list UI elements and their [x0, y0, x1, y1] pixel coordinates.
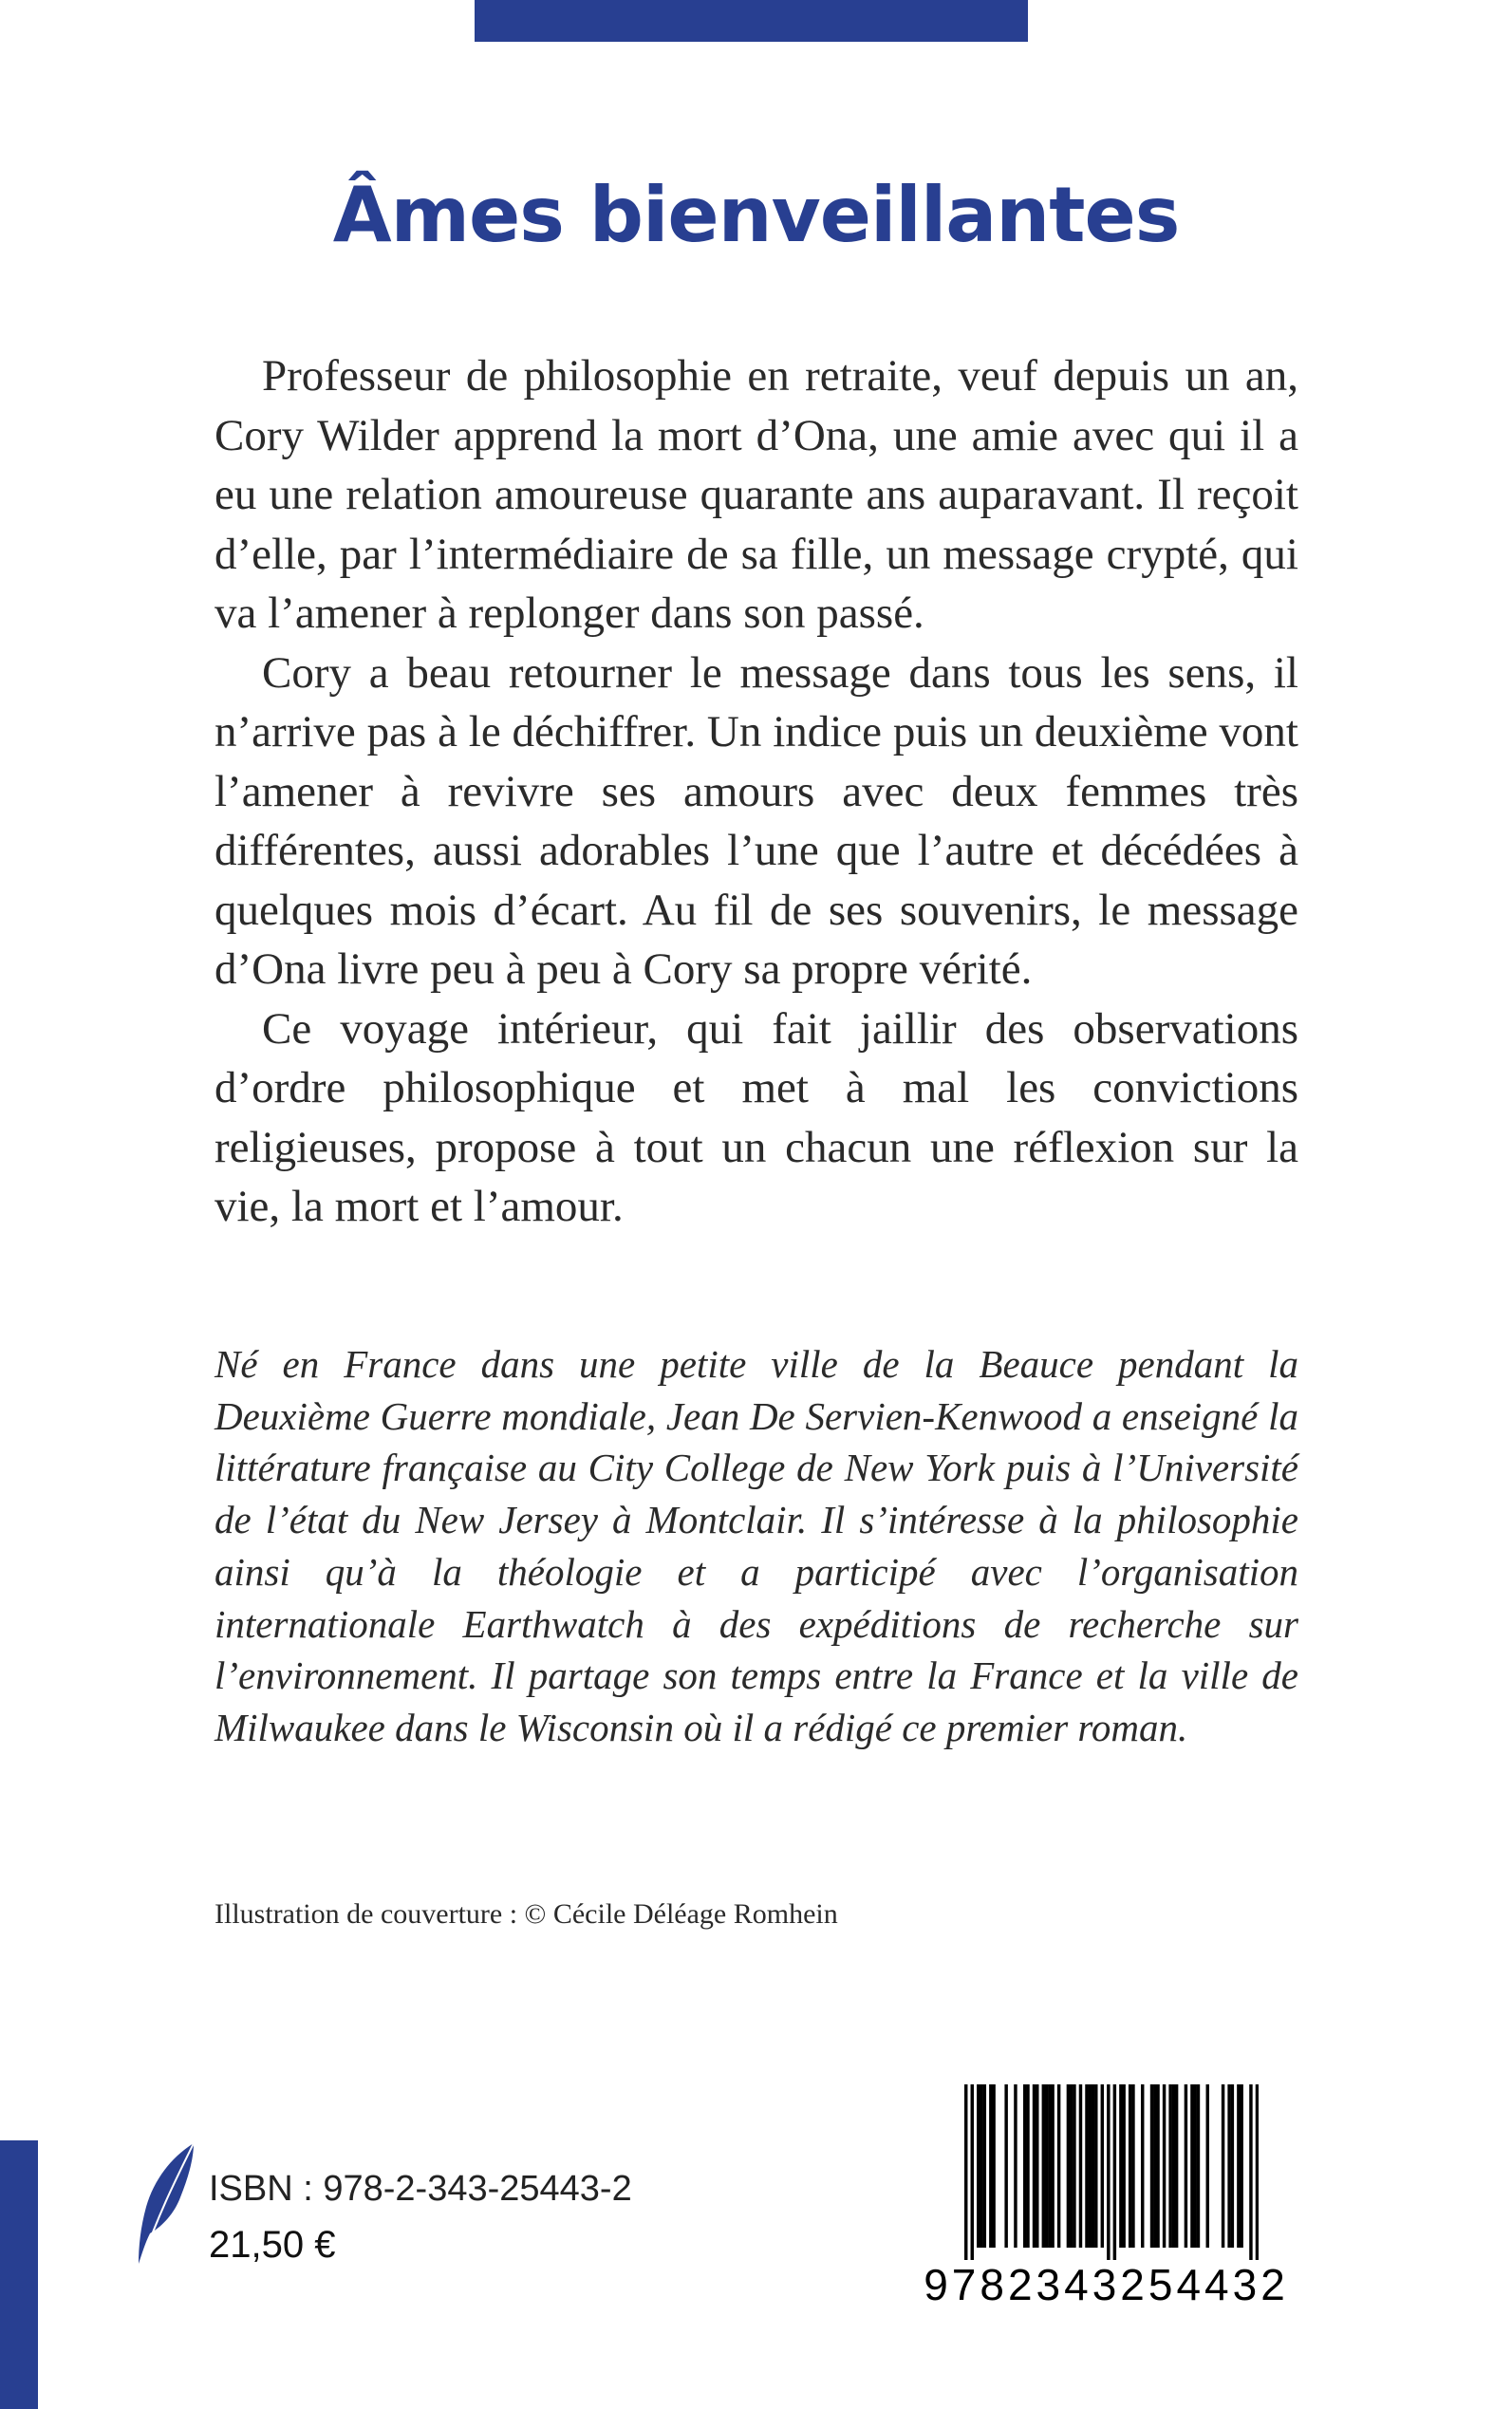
barcode-bar	[1036, 2084, 1038, 2248]
barcode-bar	[1042, 2084, 1045, 2248]
synopsis-paragraph: Professeur de philosophie en retraite, veuf depuis un an, Cory Wilder apprend la mort d’Ona, une amie avec qui il a eu une relation amoureuse quarante ans auparavant. Il reçoit d’elle, par l’intermédiaire de sa fille, un message crypté, qui va l’amener à replonger dans son passé.	[215, 351, 1298, 638]
barcode-bar	[1193, 2084, 1196, 2248]
barcode-bar	[1023, 2084, 1026, 2248]
barcode-bar	[1163, 2084, 1166, 2248]
barcode-bar	[1073, 2084, 1075, 2248]
barcode-bar	[1185, 2084, 1187, 2248]
barcode-bar	[980, 2084, 982, 2248]
barcode-bar	[1014, 2084, 1017, 2248]
barcode-bar	[1092, 2084, 1094, 2248]
barcode-bar	[1122, 2084, 1125, 2248]
barcode-bar	[1249, 2084, 1252, 2260]
barcode-bar	[1101, 2084, 1104, 2248]
barcode-bar	[1256, 2084, 1259, 2260]
barcode-bar	[1070, 2084, 1073, 2248]
barcode-bar	[1026, 2084, 1029, 2248]
barcode-bar	[1172, 2084, 1175, 2248]
barcode-bar	[1057, 2084, 1060, 2248]
barcode-bar	[1085, 2084, 1088, 2248]
barcode-bar	[1150, 2084, 1153, 2248]
top-accent-bar	[475, 0, 1028, 42]
barcode-bar	[1119, 2084, 1122, 2248]
barcode-digits: 9782343254432	[924, 2260, 1289, 2309]
price: 21,50 €	[209, 2224, 336, 2266]
synopsis-paragraph: Cory a beau retourner le message dans tous les sens, il n’arrive pas à le déchiffrer. Un indice puis un deuxième vont l’amener à revivre ses amours avec deux femmes très différentes, aussi adorables l’une que l’autre et décédées à quelques mois d’écart. Au fil de ses souvenirs, le message d’Ona livre peu à peu à Cory sa propre vérité.	[215, 647, 1298, 994]
book-title: Âmes bienveillantes	[332, 171, 1180, 259]
barcode-bar	[1197, 2084, 1200, 2248]
barcode-bar	[1048, 2084, 1051, 2248]
synopsis-paragraph: Ce voyage intérieur, qui fait jaillir des observations d’ordre philosophique et met à mal les convictions religieuses, propose à tout un chacun une réflexion sur la vie, la mort et l’amour.	[215, 1003, 1298, 1231]
barcode	[909, 2077, 1303, 2319]
isbn: ISBN : 978-2-343-25443-2	[209, 2169, 632, 2209]
barcode-bar	[1168, 2084, 1171, 2248]
barcode-bar	[1237, 2084, 1240, 2248]
barcode-bar	[1094, 2084, 1097, 2248]
feather-icon	[133, 2140, 199, 2273]
illustration-credit: Illustration de couverture : © Cécile Déléage Romhein	[215, 1898, 838, 1930]
barcode-bar	[1107, 2084, 1110, 2260]
barcode-bar	[1129, 2084, 1131, 2248]
barcode-bar	[1190, 2084, 1193, 2248]
barcode-bar	[1131, 2084, 1134, 2248]
barcode-bar	[1113, 2084, 1116, 2260]
barcode-bar	[1240, 2084, 1242, 2248]
barcode-bar	[1033, 2084, 1036, 2248]
barcode-bar	[1175, 2084, 1178, 2248]
barcode-bar	[964, 2084, 967, 2260]
barcode-bar	[989, 2084, 992, 2248]
barcode-bar	[1067, 2084, 1070, 2248]
barcode-bar	[983, 2084, 986, 2248]
barcode-bar	[992, 2084, 995, 2248]
barcode-bar	[1051, 2084, 1054, 2248]
barcode-bar	[1045, 2084, 1048, 2248]
barcode-bars	[964, 2084, 1259, 2260]
barcode-bar	[1153, 2084, 1156, 2248]
barcode-bar	[1079, 2084, 1082, 2248]
barcode-bar	[971, 2084, 974, 2260]
barcode-bar	[1156, 2084, 1159, 2248]
left-accent-bar	[0, 2140, 38, 2409]
barcode-bar	[1089, 2084, 1092, 2248]
barcode-bar	[1227, 2084, 1230, 2248]
barcode-bar	[1141, 2084, 1144, 2248]
barcode-bar	[1004, 2084, 1007, 2248]
barcode-bar	[1231, 2084, 1234, 2248]
barcode-bar	[1206, 2084, 1209, 2248]
barcode-bar	[977, 2084, 980, 2248]
author-bio: Né en France dans une petite ville de la Beauce pendant la Deuxième Guerre mondiale, Jean De Servien-Kenwood a enseigné la littérature française au City College de New York puis à l’Université de l’état du New Jersey à Montclair. Il s’intéresse à la philosophie ainsi qu’à la théologie et a participé avec l’organisation internationale Earthwatch à des expéditions de recherche sur l’environnement. Il partage son temps entre la France et la ville de Milwaukee dans le Wisconsin où il a rédigé ce premier roman.	[215, 1342, 1298, 1749]
synopsis	[215, 346, 1298, 1237]
barcode-bar	[1222, 2084, 1224, 2248]
